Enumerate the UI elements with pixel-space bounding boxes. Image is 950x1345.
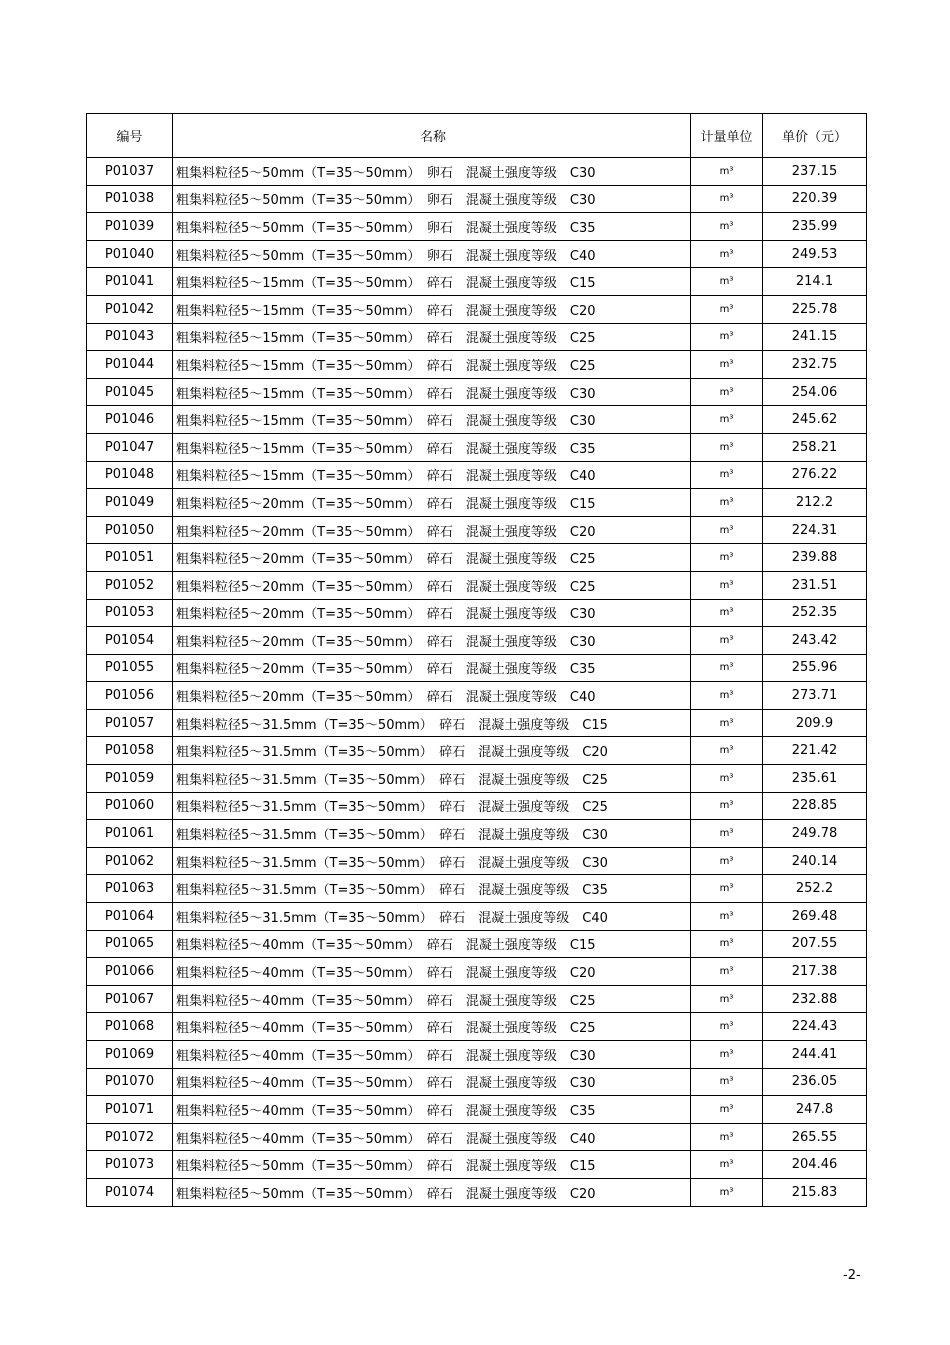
cell-price: 252.2 — [763, 875, 867, 903]
cell-name: 粗集料粒径5～40mm（T=35～50mm） 碎石 混凝土强度等级 C20 — [173, 958, 691, 986]
cell-name: 粗集料粒径5～20mm（T=35～50mm） 碎石 混凝土强度等级 C30 — [173, 627, 691, 655]
cell-name: 粗集料粒径5～20mm（T=35～50mm） 碎石 混凝土强度等级 C20 — [173, 516, 691, 544]
table-row — [87, 268, 867, 296]
cell-unit: m³ — [691, 1178, 763, 1206]
cell-price: 221.42 — [763, 737, 867, 765]
table-row — [87, 378, 867, 406]
cell-code: P01050 — [87, 516, 173, 544]
cell-name: 粗集料粒径5～20mm（T=35～50mm） 碎石 混凝土强度等级 C40 — [173, 682, 691, 710]
cell-unit: m³ — [691, 323, 763, 351]
table-row — [87, 709, 867, 737]
table-row — [87, 1041, 867, 1069]
cell-name: 粗集料粒径5～50mm（T=35～50mm） 卵石 混凝土强度等级 C35 — [173, 213, 691, 241]
cell-unit: m³ — [691, 1096, 763, 1124]
table-row — [87, 461, 867, 489]
cell-name: 粗集料粒径5～15mm（T=35～50mm） 碎石 混凝土强度等级 C15 — [173, 268, 691, 296]
cell-price: 235.99 — [763, 213, 867, 241]
cell-price: 252.35 — [763, 599, 867, 627]
cell-price: 245.62 — [763, 406, 867, 434]
header-price: 单价（元） — [763, 114, 867, 158]
table-row — [87, 213, 867, 241]
cell-name: 粗集料粒径5～31.5mm（T=35～50mm） 碎石 混凝土强度等级 C30 — [173, 820, 691, 848]
table-row — [87, 1123, 867, 1151]
cell-unit: m³ — [691, 930, 763, 958]
cell-name: 粗集料粒径5～31.5mm（T=35～50mm） 碎石 混凝土强度等级 C40 — [173, 903, 691, 931]
cell-unit: m³ — [691, 820, 763, 848]
table-row — [87, 406, 867, 434]
cell-unit: m³ — [691, 489, 763, 517]
cell-price: 209.9 — [763, 709, 867, 737]
table-row — [87, 1013, 867, 1041]
table-row — [87, 930, 867, 958]
table-row — [87, 295, 867, 323]
table-row — [87, 240, 867, 268]
cell-unit: m³ — [691, 158, 763, 186]
cell-code: P01049 — [87, 489, 173, 517]
cell-price: 240.14 — [763, 847, 867, 875]
cell-unit: m³ — [691, 682, 763, 710]
cell-name: 粗集料粒径5～15mm（T=35～50mm） 碎石 混凝土强度等级 C30 — [173, 378, 691, 406]
cell-code: P01067 — [87, 985, 173, 1013]
cell-code: P01038 — [87, 185, 173, 213]
table-row — [87, 985, 867, 1013]
cell-name: 粗集料粒径5～20mm（T=35～50mm） 碎石 混凝土强度等级 C35 — [173, 654, 691, 682]
table-row — [87, 599, 867, 627]
cell-unit: m³ — [691, 654, 763, 682]
cell-name: 粗集料粒径5～40mm（T=35～50mm） 碎石 混凝土强度等级 C25 — [173, 985, 691, 1013]
cell-code: P01057 — [87, 709, 173, 737]
cell-unit: m³ — [691, 792, 763, 820]
cell-price: 225.78 — [763, 295, 867, 323]
cell-code: P01064 — [87, 903, 173, 931]
cell-price: 204.46 — [763, 1151, 867, 1179]
cell-code: P01054 — [87, 627, 173, 655]
cell-unit: m³ — [691, 240, 763, 268]
cell-code: P01073 — [87, 1151, 173, 1179]
cell-price: 241.15 — [763, 323, 867, 351]
cell-price: 239.88 — [763, 544, 867, 572]
cell-price: 269.48 — [763, 903, 867, 931]
table-row — [87, 1151, 867, 1179]
cell-name: 粗集料粒径5～31.5mm（T=35～50mm） 碎石 混凝土强度等级 C15 — [173, 709, 691, 737]
cell-code: P01056 — [87, 682, 173, 710]
cell-name: 粗集料粒径5～50mm（T=35～50mm） 卵石 混凝土强度等级 C30 — [173, 158, 691, 186]
cell-name: 粗集料粒径5～31.5mm（T=35～50mm） 碎石 混凝土强度等级 C25 — [173, 765, 691, 793]
table-row — [87, 737, 867, 765]
cell-name: 粗集料粒径5～50mm（T=35～50mm） 碎石 混凝土强度等级 C20 — [173, 1178, 691, 1206]
table-row — [87, 847, 867, 875]
cell-unit: m³ — [691, 295, 763, 323]
cell-code: P01037 — [87, 158, 173, 186]
cell-price: 232.88 — [763, 985, 867, 1013]
table-row — [87, 820, 867, 848]
cell-code: P01046 — [87, 406, 173, 434]
cell-unit: m³ — [691, 461, 763, 489]
cell-code: P01040 — [87, 240, 173, 268]
cell-code: P01051 — [87, 544, 173, 572]
cell-code: P01053 — [87, 599, 173, 627]
price-table — [86, 113, 867, 1207]
cell-price: 265.55 — [763, 1123, 867, 1151]
table-row — [87, 489, 867, 517]
cell-name: 粗集料粒径5～40mm（T=35～50mm） 碎石 混凝土强度等级 C35 — [173, 1096, 691, 1124]
cell-name: 粗集料粒径5～15mm（T=35～50mm） 碎石 混凝土强度等级 C35 — [173, 433, 691, 461]
cell-name: 粗集料粒径5～40mm（T=35～50mm） 碎石 混凝土强度等级 C15 — [173, 930, 691, 958]
table-row — [87, 654, 867, 682]
cell-name: 粗集料粒径5～15mm（T=35～50mm） 碎石 混凝土强度等级 C25 — [173, 351, 691, 379]
cell-unit: m³ — [691, 599, 763, 627]
cell-code: P01055 — [87, 654, 173, 682]
cell-code: P01070 — [87, 1068, 173, 1096]
cell-price: 224.43 — [763, 1013, 867, 1041]
cell-price: 258.21 — [763, 433, 867, 461]
cell-price: 228.85 — [763, 792, 867, 820]
table-row — [87, 1068, 867, 1096]
table-row — [87, 158, 867, 186]
table-row — [87, 792, 867, 820]
cell-name: 粗集料粒径5～31.5mm（T=35～50mm） 碎石 混凝土强度等级 C30 — [173, 847, 691, 875]
cell-price: 220.39 — [763, 185, 867, 213]
cell-price: 249.78 — [763, 820, 867, 848]
cell-unit: m³ — [691, 958, 763, 986]
cell-code: P01052 — [87, 571, 173, 599]
table-row — [87, 351, 867, 379]
cell-code: P01069 — [87, 1041, 173, 1069]
cell-unit: m³ — [691, 627, 763, 655]
table-row — [87, 903, 867, 931]
cell-unit: m³ — [691, 516, 763, 544]
table-row — [87, 875, 867, 903]
cell-unit: m³ — [691, 571, 763, 599]
header-name: 名称 — [173, 114, 691, 158]
cell-price: 249.53 — [763, 240, 867, 268]
table-row — [87, 958, 867, 986]
header-unit: 计量单位 — [691, 114, 763, 158]
cell-name: 粗集料粒径5～20mm（T=35～50mm） 碎石 混凝土强度等级 C30 — [173, 599, 691, 627]
cell-unit: m³ — [691, 903, 763, 931]
cell-unit: m³ — [691, 847, 763, 875]
cell-unit: m³ — [691, 1151, 763, 1179]
cell-price: 236.05 — [763, 1068, 867, 1096]
cell-code: P01062 — [87, 847, 173, 875]
cell-code: P01059 — [87, 765, 173, 793]
table-row — [87, 571, 867, 599]
cell-unit: m³ — [691, 1041, 763, 1069]
cell-name: 粗集料粒径5～31.5mm（T=35～50mm） 碎石 混凝土强度等级 C20 — [173, 737, 691, 765]
cell-name: 粗集料粒径5～40mm（T=35～50mm） 碎石 混凝土强度等级 C30 — [173, 1041, 691, 1069]
cell-price: 276.22 — [763, 461, 867, 489]
cell-name: 粗集料粒径5～15mm（T=35～50mm） 碎石 混凝土强度等级 C25 — [173, 323, 691, 351]
cell-unit: m³ — [691, 765, 763, 793]
cell-name: 粗集料粒径5～15mm（T=35～50mm） 碎石 混凝土强度等级 C40 — [173, 461, 691, 489]
cell-unit: m³ — [691, 268, 763, 296]
cell-code: P01060 — [87, 792, 173, 820]
cell-unit: m³ — [691, 185, 763, 213]
cell-unit: m³ — [691, 875, 763, 903]
cell-price: 273.71 — [763, 682, 867, 710]
cell-price: 235.61 — [763, 765, 867, 793]
cell-price: 244.41 — [763, 1041, 867, 1069]
cell-name: 粗集料粒径5～20mm（T=35～50mm） 碎石 混凝土强度等级 C25 — [173, 571, 691, 599]
header-code: 编号 — [87, 114, 173, 158]
cell-name: 粗集料粒径5～31.5mm（T=35～50mm） 碎石 混凝土强度等级 C35 — [173, 875, 691, 903]
cell-name: 粗集料粒径5～20mm（T=35～50mm） 碎石 混凝土强度等级 C15 — [173, 489, 691, 517]
cell-code: P01071 — [87, 1096, 173, 1124]
table-row — [87, 627, 867, 655]
cell-code: P01063 — [87, 875, 173, 903]
cell-unit: m³ — [691, 1123, 763, 1151]
table-body — [87, 158, 867, 1207]
cell-price: 224.31 — [763, 516, 867, 544]
cell-name: 粗集料粒径5～40mm（T=35～50mm） 碎石 混凝土强度等级 C30 — [173, 1068, 691, 1096]
cell-unit: m³ — [691, 378, 763, 406]
cell-price: 207.55 — [763, 930, 867, 958]
cell-code: P01048 — [87, 461, 173, 489]
cell-code: P01068 — [87, 1013, 173, 1041]
table-row — [87, 1178, 867, 1206]
cell-price: 237.15 — [763, 158, 867, 186]
cell-code: P01058 — [87, 737, 173, 765]
table-row — [87, 544, 867, 572]
cell-price: 231.51 — [763, 571, 867, 599]
table-row — [87, 433, 867, 461]
table-row — [87, 323, 867, 351]
cell-name: 粗集料粒径5～31.5mm（T=35～50mm） 碎石 混凝土强度等级 C25 — [173, 792, 691, 820]
cell-code: P01066 — [87, 958, 173, 986]
cell-name: 粗集料粒径5～40mm（T=35～50mm） 碎石 混凝土强度等级 C40 — [173, 1123, 691, 1151]
table-row — [87, 682, 867, 710]
cell-name: 粗集料粒径5～50mm（T=35～50mm） 卵石 混凝土强度等级 C40 — [173, 240, 691, 268]
cell-code: P01061 — [87, 820, 173, 848]
cell-unit: m³ — [691, 737, 763, 765]
cell-price: 214.1 — [763, 268, 867, 296]
cell-code: P01072 — [87, 1123, 173, 1151]
cell-price: 243.42 — [763, 627, 867, 655]
cell-code: P01045 — [87, 378, 173, 406]
cell-price: 247.8 — [763, 1096, 867, 1124]
cell-unit: m³ — [691, 351, 763, 379]
cell-unit: m³ — [691, 544, 763, 572]
cell-unit: m³ — [691, 985, 763, 1013]
cell-unit: m³ — [691, 1013, 763, 1041]
header-row — [87, 114, 867, 158]
cell-name: 粗集料粒径5～15mm（T=35～50mm） 碎石 混凝土强度等级 C20 — [173, 295, 691, 323]
cell-unit: m³ — [691, 1068, 763, 1096]
cell-price: 232.75 — [763, 351, 867, 379]
cell-name: 粗集料粒径5～20mm（T=35～50mm） 碎石 混凝土强度等级 C25 — [173, 544, 691, 572]
cell-price: 215.83 — [763, 1178, 867, 1206]
cell-code: P01065 — [87, 930, 173, 958]
cell-name: 粗集料粒径5～50mm（T=35～50mm） 碎石 混凝土强度等级 C15 — [173, 1151, 691, 1179]
cell-code: P01074 — [87, 1178, 173, 1206]
page-number: -2- — [843, 1268, 861, 1283]
cell-price: 217.38 — [763, 958, 867, 986]
cell-price: 255.96 — [763, 654, 867, 682]
cell-unit: m³ — [691, 213, 763, 241]
cell-code: P01047 — [87, 433, 173, 461]
cell-unit: m³ — [691, 406, 763, 434]
cell-name: 粗集料粒径5～15mm（T=35～50mm） 碎石 混凝土强度等级 C30 — [173, 406, 691, 434]
cell-code: P01042 — [87, 295, 173, 323]
cell-unit: m³ — [691, 709, 763, 737]
table-row — [87, 1096, 867, 1124]
cell-price: 254.06 — [763, 378, 867, 406]
cell-price: 212.2 — [763, 489, 867, 517]
table-row — [87, 516, 867, 544]
table-row — [87, 185, 867, 213]
cell-unit: m³ — [691, 433, 763, 461]
cell-name: 粗集料粒径5～50mm（T=35～50mm） 卵石 混凝土强度等级 C30 — [173, 185, 691, 213]
table-row — [87, 765, 867, 793]
cell-code: P01043 — [87, 323, 173, 351]
cell-code: P01039 — [87, 213, 173, 241]
cell-code: P01044 — [87, 351, 173, 379]
cell-name: 粗集料粒径5～40mm（T=35～50mm） 碎石 混凝土强度等级 C25 — [173, 1013, 691, 1041]
table-header — [87, 114, 867, 158]
cell-code: P01041 — [87, 268, 173, 296]
